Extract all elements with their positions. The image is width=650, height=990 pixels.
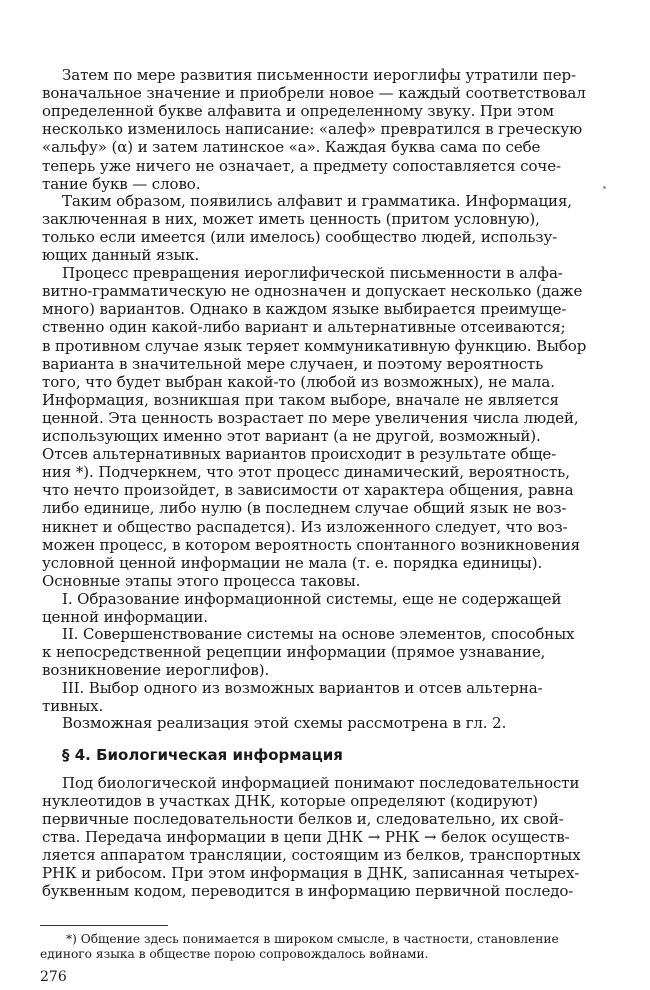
body-line: витно-грамматическую не однозначен и допускает несколько (даже — [42, 282, 583, 300]
stage-item: I. Образование информационной системы, еще не содержащей — [62, 590, 562, 608]
body-line: ственно один какой-либо вариант и альтернативные отсеиваются; — [42, 318, 566, 336]
body-line: только если имеется (или имелось) сообщество людей, использу- — [42, 228, 558, 246]
stage-item: к непосредственной рецепции информации (прямое узнавание, — [42, 643, 546, 661]
body-line: можен процесс, в котором вероятность спонтанного возникновения — [42, 536, 581, 554]
section-line: ляется аппаратом трансляции, состоящим из белков, транспортных — [42, 846, 581, 864]
body-line: условной ценной информации не мала (т. е. порядка единицы). — [42, 554, 543, 572]
stage-item: тивных. — [42, 697, 104, 715]
body-line: Отсев альтернативных вариантов происходит в результате обще- — [42, 445, 557, 463]
body-line: «альфу» (α) и затем латинское «а». Каждая буква сама по себе — [42, 138, 541, 156]
body-line: что нечто произойдет, в зависимости от характера общения, равна — [42, 481, 574, 499]
body-line: Основные этапы этого процесса таковы. — [42, 572, 361, 590]
body-line: ющих данный язык. — [42, 246, 200, 264]
body-line: никнет и общество распадется). Из изложенного следует, что воз- — [42, 518, 568, 536]
section-line: буквенным кодом, переводится в информацию первичной последо- — [42, 882, 574, 900]
body-line: Возможная реализация этой схемы рассмотрена в гл. 2. — [62, 714, 507, 732]
print-speck — [603, 186, 606, 189]
body-line: Процесс превращения иероглифической письменности в алфа- — [62, 264, 563, 282]
body-line: воначальное значение и приобрели новое — каждый соответствовал — [42, 84, 586, 102]
body-line: тание букв — слово. — [42, 175, 201, 193]
section-line: нуклеотидов в участках ДНК, которые определяют (кодируют) — [42, 792, 539, 810]
stage-item: ценной информации. — [42, 608, 208, 626]
body-line: использующих именно этот вариант (а не другой, возможный). — [42, 427, 541, 445]
body-line: в противном случае язык теряет коммуникативную функцию. Выбор — [42, 337, 587, 355]
body-line: ния *). Подчеркнем, что этот процесс динамический, вероятность, — [42, 463, 570, 481]
body-line: много) вариантов. Однако в каждом языке выбирается преимуще- — [42, 300, 567, 318]
body-line: ценной. Эта ценность возрастает по мере увеличения числа людей, — [42, 409, 579, 427]
body-line: либо единице, либо нулю (в последнем случае общий язык не воз- — [42, 499, 567, 517]
body-line: Затем по мере развития письменности иероглифы утратили пер- — [62, 66, 577, 84]
stage-item: III. Выбор одного из возможных вариантов и отсев альтерна- — [62, 679, 543, 697]
body-line: несколько изменилось написание: «алеф» превратился в греческую — [42, 120, 583, 138]
body-line: того, что будет выбран какой-то (любой из возможных), не мала. — [42, 373, 555, 391]
stage-item: II. Совершенствование системы на основе элементов, способных — [62, 625, 575, 643]
body-line: определенной букве алфавита и определенному звуку. При этом — [42, 102, 554, 120]
footnote-rule — [40, 925, 168, 926]
section-line: Под биологической информацией понимают последовательности — [62, 774, 580, 792]
body-line: заключенная в них, может иметь ценность (притом условную), — [42, 210, 540, 228]
section-line: первичные последовательности белков и, следовательно, их свой- — [42, 810, 564, 828]
section-line: РНК и рибосом. При этом информация в ДНК, записанная четырех- — [42, 864, 580, 882]
body-line: теперь уже ничего не означает, а предмету сопоставляется соче- — [42, 157, 561, 175]
body-line: Информация, возникшая при таком выборе, вначале не является — [42, 391, 559, 409]
section-line: ства. Передача информации в цепи ДНК → РНК → белок осуществ- — [42, 828, 570, 846]
footnote-line: *) Общение здесь понимается в широком смысле, в частности, становление — [66, 932, 559, 946]
body-line: Таким образом, появились алфавит и грамматика. Информация, — [62, 192, 572, 210]
stage-item: возникновение иероглифов). — [42, 661, 270, 679]
section-heading: § 4. Биологическая информация — [62, 746, 343, 764]
body-line: варианта в значительной мере случаен, и поэтому вероятность — [42, 355, 544, 373]
page-number: 276 — [40, 969, 67, 985]
footnote-line: единого языка в обществе порою сопровождалось войнами. — [40, 947, 429, 961]
